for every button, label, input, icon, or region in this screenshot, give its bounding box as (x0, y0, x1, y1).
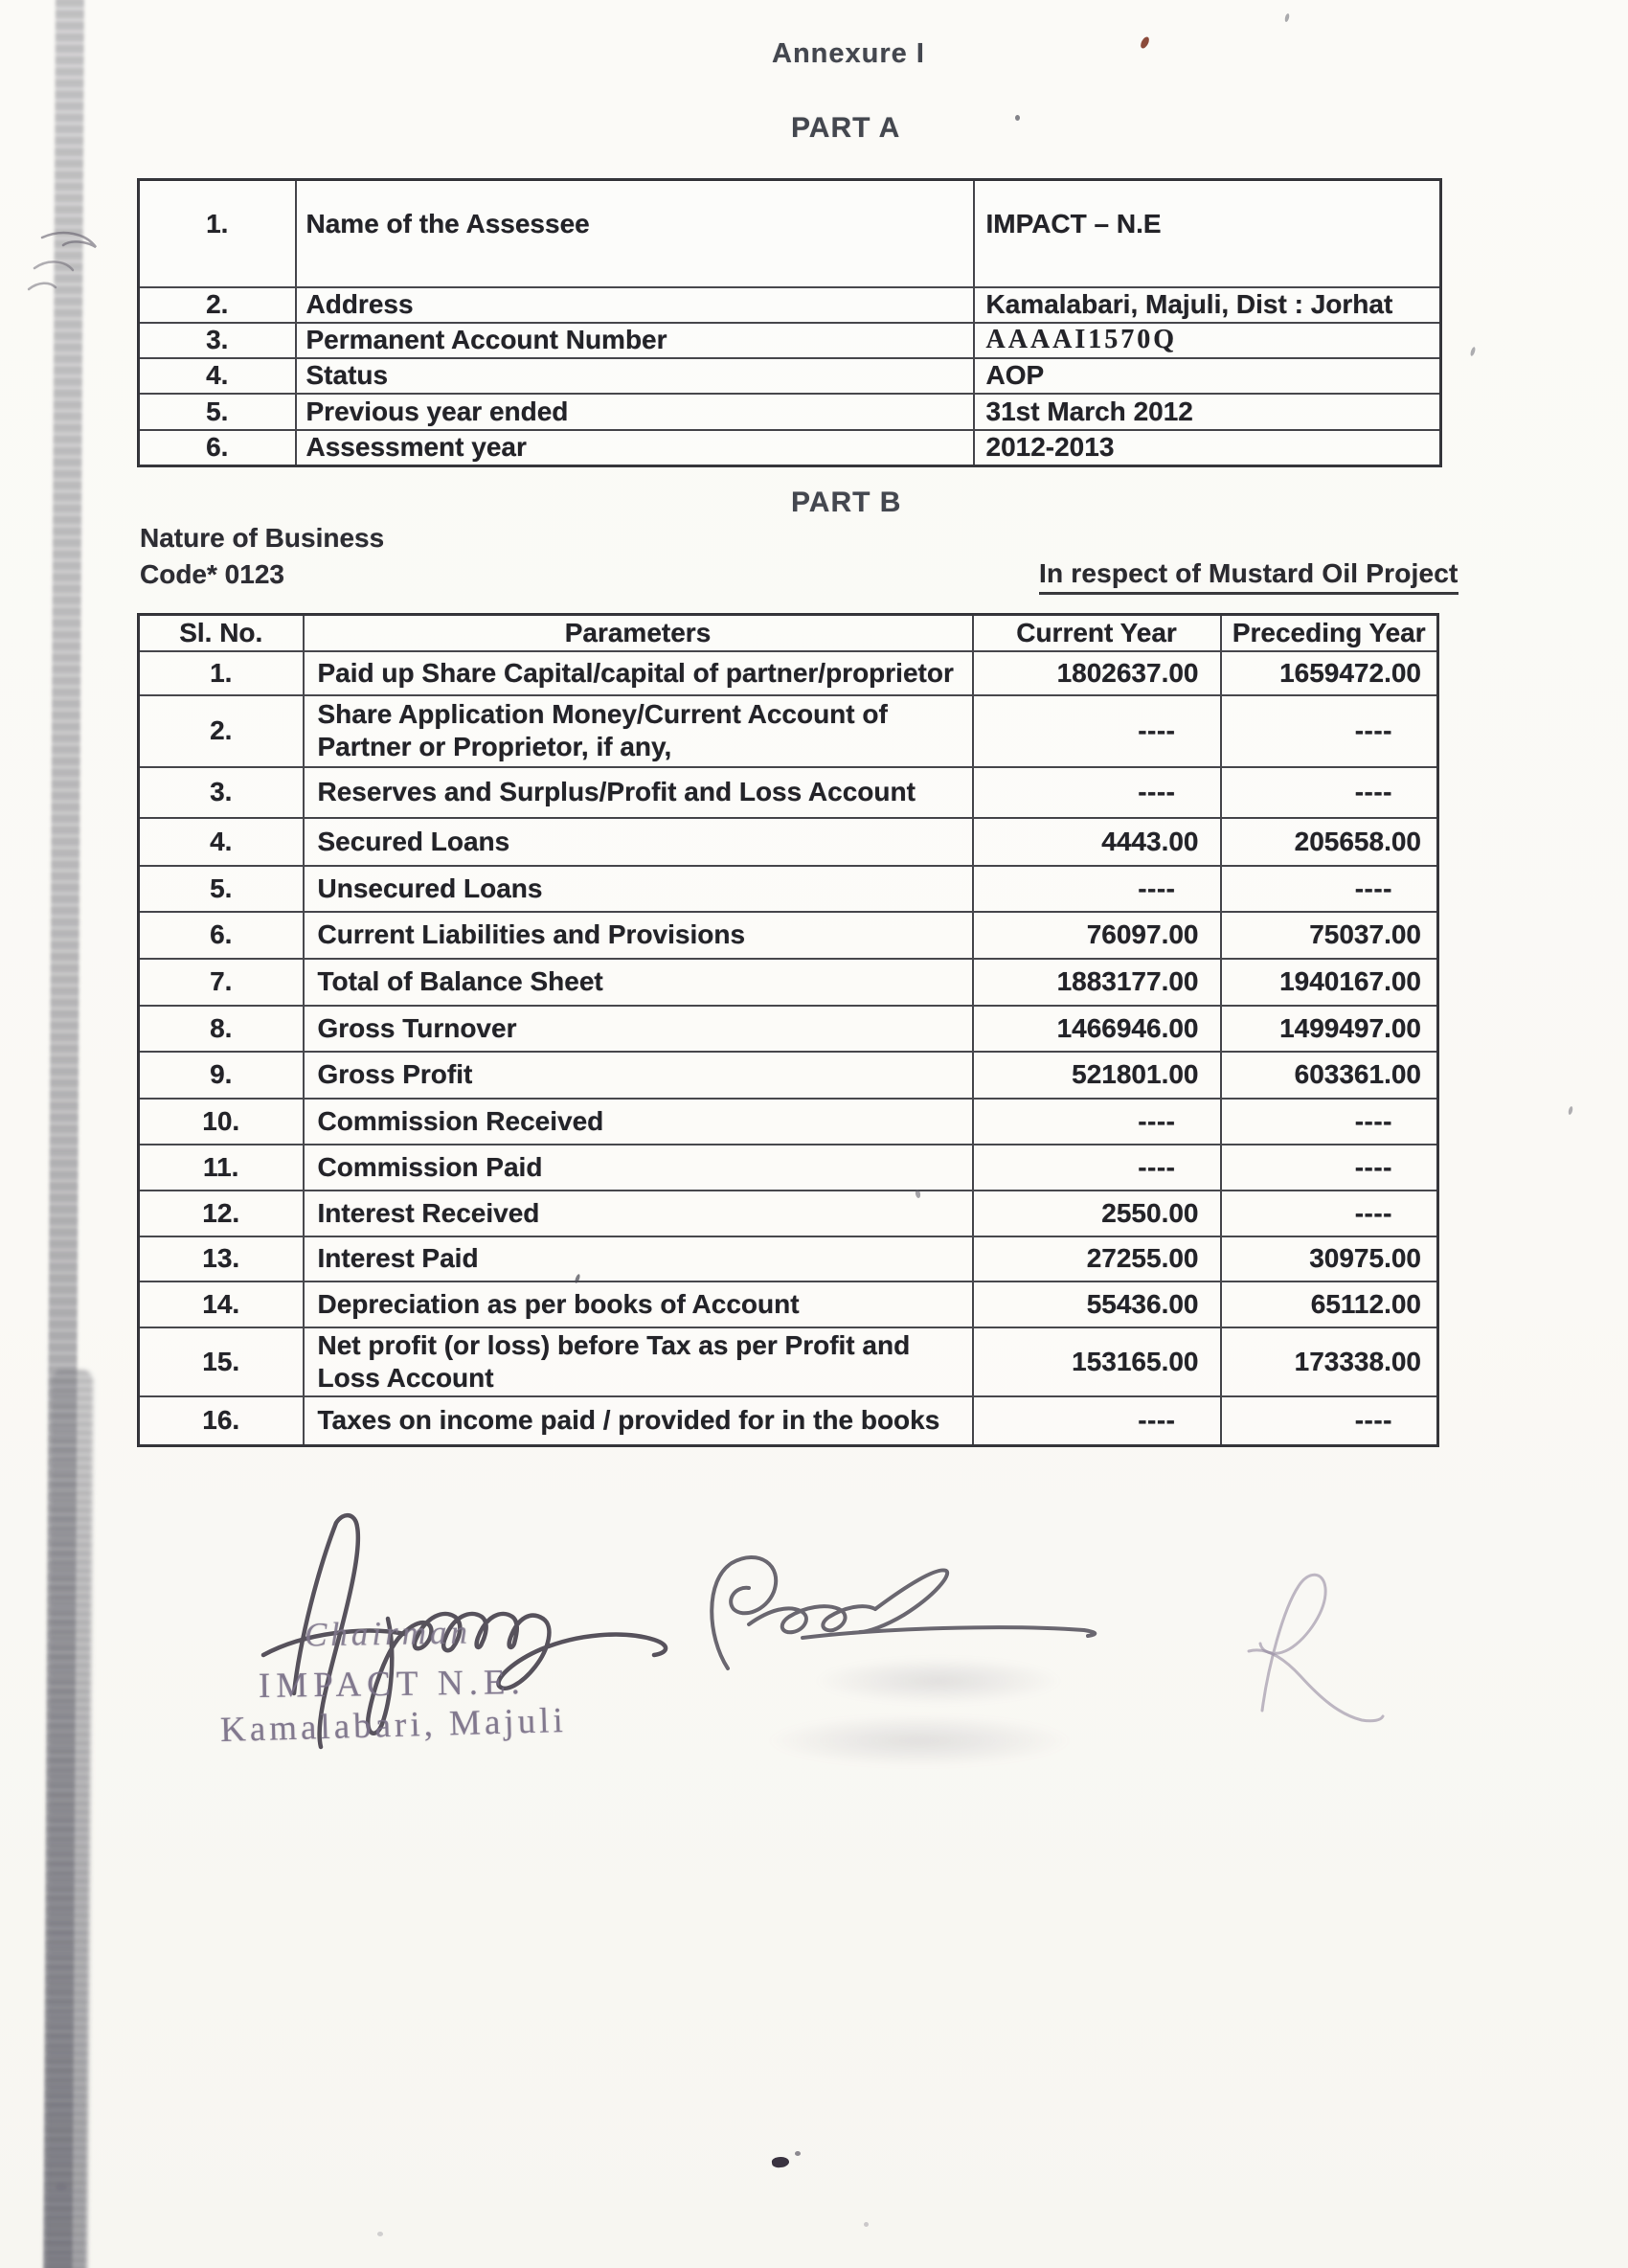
current-year-value: ---- (973, 1099, 1221, 1145)
part-b-sl: 5. (139, 866, 304, 912)
preceding-year-value: 603361.00 (1221, 1052, 1438, 1099)
scanner-edge-shadow-lower (45, 1370, 94, 2268)
current-year-value: 4443.00 (973, 818, 1221, 866)
current-year-value: ---- (973, 767, 1221, 818)
part-a-label: Assessment year (296, 430, 974, 466)
preceding-year-value: 173338.00 (1221, 1327, 1438, 1396)
table-row (139, 1281, 1438, 1327)
part-a-sl: 2. (139, 287, 296, 323)
current-year-value: 521801.00 (973, 1052, 1221, 1099)
table-row (139, 180, 1441, 287)
preceding-year-value: 75037.00 (1221, 912, 1438, 959)
scan-speck (1139, 35, 1150, 50)
table-row (139, 651, 1438, 695)
part-b-parameter: Share Application Money/Current Account of Partner or Proprietor, if any, (304, 695, 973, 767)
stamp-organization-name: IMPACT N.E. (258, 1663, 527, 1706)
part-b-parameter: Net profit (or loss) before Tax as per Profit and Loss Account (304, 1327, 973, 1396)
scan-speck (1568, 1106, 1573, 1116)
table-row (139, 1236, 1438, 1281)
part-b-parameter: Reserves and Surplus/Profit and Loss Account (304, 767, 973, 818)
part-b-parameter: Unsecured Loans (304, 866, 973, 912)
part-b-sl: 7. (139, 959, 304, 1006)
part-b-sl: 8. (139, 1006, 304, 1052)
current-year-value: 1883177.00 (973, 959, 1221, 1006)
part-a-value: IMPACT – N.E (974, 180, 1441, 287)
part-b-table (137, 613, 1439, 1447)
preceding-year-value: 1499497.00 (1221, 1006, 1438, 1052)
current-year-value: 1802637.00 (973, 651, 1221, 695)
current-year-value: 55436.00 (973, 1281, 1221, 1327)
part-a-value: 31st March 2012 (974, 394, 1441, 430)
faint-stamp-remnant (814, 1657, 1063, 1705)
nature-of-business-label: Nature of Business (140, 523, 385, 553)
part-b-sl: 14. (139, 1281, 304, 1327)
preceding-year-value: ---- (1221, 1099, 1438, 1145)
table-row (139, 818, 1438, 866)
preceding-year-value: 1659472.00 (1221, 651, 1438, 695)
preceding-year-value: ---- (1221, 866, 1438, 912)
part-b-parameter: Total of Balance Sheet (304, 959, 973, 1006)
table-row (139, 1099, 1438, 1145)
part-b-sl: 12. (139, 1191, 304, 1236)
part-b-parameter: Gross Turnover (304, 1006, 973, 1052)
current-year-value: 153165.00 (973, 1327, 1221, 1396)
part-b-sl: 1. (139, 651, 304, 695)
business-code-label: Code* 0123 (140, 559, 284, 589)
part-a-label: Address (296, 287, 974, 323)
part-b-sl: 4. (139, 818, 304, 866)
table-row (139, 1327, 1438, 1396)
table-row (139, 358, 1441, 394)
header-current-year: Current Year (973, 615, 1221, 651)
part-b-parameter: Secured Loans (304, 818, 973, 866)
scan-speck (795, 2151, 801, 2156)
preceding-year-value: ---- (1221, 695, 1438, 767)
header-parameters: Parameters (304, 615, 973, 651)
part-b-sl: 9. (139, 1052, 304, 1099)
part-b-parameter: Depreciation as per books of Account (304, 1281, 973, 1327)
part-b-sl: 2. (139, 695, 304, 767)
current-year-value: ---- (973, 1145, 1221, 1191)
scan-speck (1015, 115, 1020, 121)
faint-stamp-remnant (766, 1714, 1073, 1767)
scan-speck (1470, 347, 1477, 357)
table-row (139, 959, 1438, 1006)
part-a-value: AOP (974, 358, 1441, 394)
table-row (139, 912, 1438, 959)
part-a-value: 2012-2013 (974, 430, 1441, 466)
part-b-parameter: Gross Profit (304, 1052, 973, 1099)
header-preceding-year: Preceding Year (1221, 615, 1438, 651)
stamp-chairman-title: Chairman (304, 1613, 472, 1654)
scan-speck (1284, 13, 1290, 23)
part-b-sl: 3. (139, 767, 304, 818)
part-a-title: PART A (791, 112, 901, 144)
current-year-value: 27255.00 (973, 1236, 1221, 1281)
part-b-parameter: Commission Paid (304, 1145, 973, 1191)
current-year-value: ---- (973, 695, 1221, 767)
current-year-value: ---- (973, 1396, 1221, 1446)
preceding-year-value: 205658.00 (1221, 818, 1438, 866)
part-a-sl: 1. (139, 180, 296, 287)
table-header-row (139, 615, 1438, 651)
table-row (139, 323, 1441, 358)
part-b-parameter: Taxes on income paid / provided for in the books (304, 1396, 973, 1446)
table-row (139, 430, 1441, 466)
part-b-sl: 13. (139, 1236, 304, 1281)
part-a-sl: 6. (139, 430, 296, 466)
part-b-sl: 10. (139, 1099, 304, 1145)
scan-speck (56, 2184, 67, 2190)
current-year-value: 76097.00 (973, 912, 1221, 959)
part-a-table (137, 178, 1442, 467)
table-row (139, 287, 1441, 323)
scan-speck (377, 2232, 383, 2236)
annexure-title: Annexure I (772, 38, 925, 69)
table-row (139, 1396, 1438, 1446)
preceding-year-value: ---- (1221, 1145, 1438, 1191)
part-b-parameter: Interest Received (304, 1191, 973, 1236)
table-row (139, 767, 1438, 818)
margin-pen-scribble (15, 222, 121, 308)
scan-speck (864, 2222, 869, 2227)
part-b-sl: 15. (139, 1327, 304, 1396)
part-a-sl: 5. (139, 394, 296, 430)
table-row (139, 1145, 1438, 1191)
header-sl-no: Sl. No. (139, 615, 304, 651)
part-a-value: AAAAI1570Q (974, 323, 1441, 358)
table-row (139, 1191, 1438, 1236)
part-a-sl: 4. (139, 358, 296, 394)
table-row (139, 1052, 1438, 1099)
part-b-sl: 6. (139, 912, 304, 959)
faint-initial-mark (1199, 1559, 1419, 1751)
current-year-value: ---- (973, 866, 1221, 912)
part-b-parameter: Commission Received (304, 1099, 973, 1145)
table-row (139, 394, 1441, 430)
preceding-year-value: 1940167.00 (1221, 959, 1438, 1006)
stamp-organization-address: Kamalabari, Majuli (219, 1700, 568, 1751)
table-row (139, 866, 1438, 912)
part-a-label: Permanent Account Number (296, 323, 974, 358)
preceding-year-value: 30975.00 (1221, 1236, 1438, 1281)
table-row (139, 695, 1438, 767)
preceding-year-value: ---- (1221, 767, 1438, 818)
part-b-parameter: Current Liabilities and Provisions (304, 912, 973, 959)
part-b-sl: 16. (139, 1396, 304, 1446)
part-b-title: PART B (791, 487, 902, 518)
preceding-year-value: ---- (1221, 1396, 1438, 1446)
part-b-parameter: Paid up Share Capital/capital of partner/proprietor (304, 651, 973, 695)
ink-blot (771, 2156, 789, 2168)
part-a-label: Name of the Assessee (296, 180, 974, 287)
part-a-label: Status (296, 358, 974, 394)
preceding-year-value: ---- (1221, 1191, 1438, 1236)
current-year-value: 2550.00 (973, 1191, 1221, 1236)
part-b-parameter: Interest Paid (304, 1236, 973, 1281)
preceding-year-value: 65112.00 (1221, 1281, 1438, 1327)
part-b-sl: 11. (139, 1145, 304, 1191)
part-a-value: Kamalabari, Majuli, Dist : Jorhat (974, 287, 1441, 323)
project-note: In respect of Mustard Oil Project (1039, 558, 1458, 595)
table-row (139, 1006, 1438, 1052)
part-a-label: Previous year ended (296, 394, 974, 430)
part-a-sl: 3. (139, 323, 296, 358)
current-year-value: 1466946.00 (973, 1006, 1221, 1052)
